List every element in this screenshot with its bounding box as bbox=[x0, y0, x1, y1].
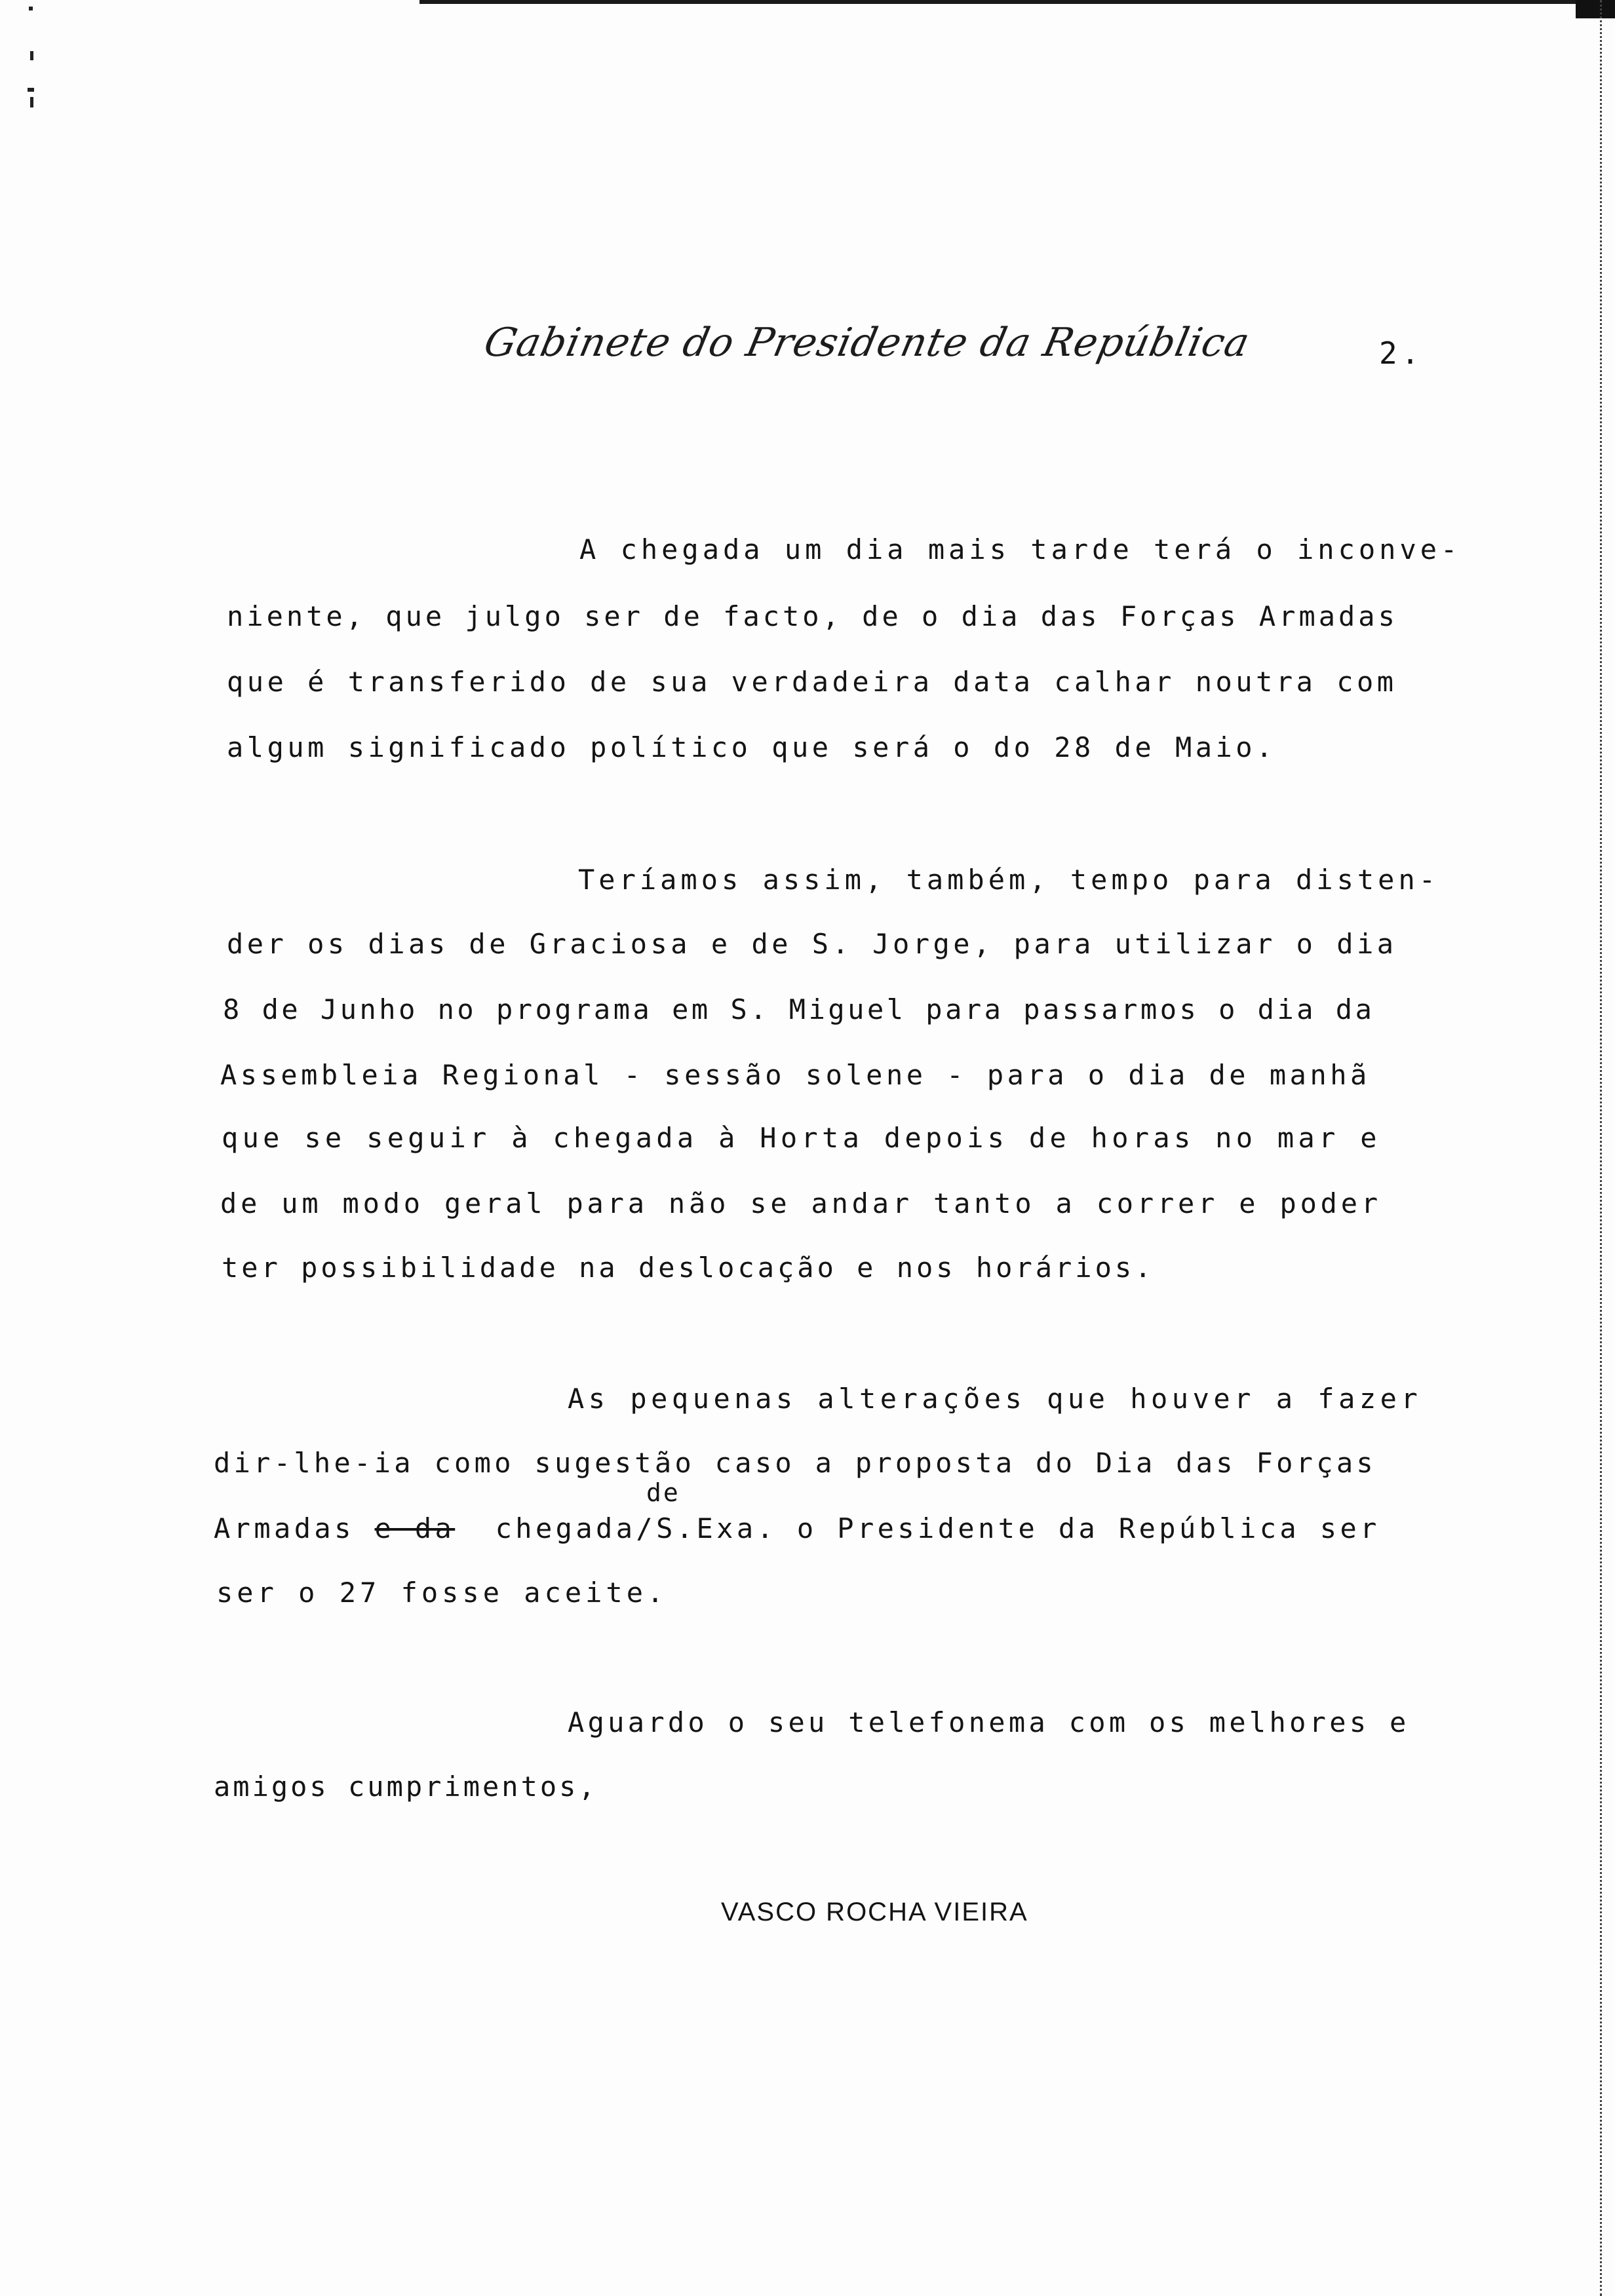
paragraph-1-line-4: algum significado político que será o do 28 de Maio. bbox=[227, 731, 1276, 763]
scan-corner-mark bbox=[1576, 0, 1615, 18]
signature-name: VASCO ROCHA VIEIRA bbox=[721, 1898, 1028, 1926]
struck-out-text: e da bbox=[374, 1512, 456, 1544]
paragraph-2-line-5: que se seguir à chegada à Horta depois de horas no mar e bbox=[222, 1122, 1381, 1154]
paragraph-2-line-2: der os dias de Graciosa e de S. Jorge, para utilizar o dia bbox=[227, 928, 1397, 960]
paragraph-3-line-3-correction bbox=[214, 1512, 1426, 1544]
scan-edge-top bbox=[419, 0, 1615, 4]
paragraph-1-line-2: niente, que julgo ser de facto, de o dia das Forças Armadas bbox=[227, 600, 1398, 632]
page-number: 2. bbox=[1379, 335, 1424, 371]
paragraph-1-line-1: A chegada um dia mais tarde terá o inconve- bbox=[579, 533, 1462, 565]
paragraph-2-line-3: 8 de Junho no programa em S. Miguel para passarmos o dia da bbox=[223, 993, 1375, 1025]
paragraph-4-line-1: Aguardo o seu telefonema com os melhores e bbox=[568, 1706, 1410, 1738]
inserted-word-de: de bbox=[646, 1478, 680, 1507]
paragraph-2-line-1: Teríamos assim, também, tempo para disten- bbox=[578, 864, 1440, 896]
scan-left-marks bbox=[25, 7, 45, 124]
paragraph-3-line-2: dir-lhe-ia como sugestão caso a proposta do Dia das Forças bbox=[214, 1447, 1376, 1479]
scan-edge-right bbox=[1598, 0, 1602, 2296]
paragraph-3-line-4: ser o 27 fosse aceite. bbox=[216, 1577, 668, 1609]
paragraph-2-line-6: de um modo geral para não se andar tanto a correr e poder bbox=[220, 1187, 1382, 1219]
paragraph-4-line-2: amigos cumprimentos, bbox=[214, 1770, 598, 1803]
letterhead-title: Gabinete do Presidente da República bbox=[480, 320, 1255, 366]
correction-rest: chegada/S.Exa. o Presidente da República ser bbox=[495, 1512, 1380, 1544]
paragraph-2-line-4: Assembleia Regional - sessão solene - para o dia de manhã bbox=[220, 1059, 1371, 1091]
correction-word-armadas: Armadas bbox=[214, 1512, 355, 1544]
paragraph-2-line-7: ter possibilidade na deslocação e nos horários. bbox=[222, 1252, 1155, 1284]
paragraph-3-line-1: As pequenas alterações que houver a fazer bbox=[568, 1383, 1422, 1415]
paragraph-1-line-3: que é transferido de sua verdadeira data calhar noutra com bbox=[227, 666, 1397, 698]
